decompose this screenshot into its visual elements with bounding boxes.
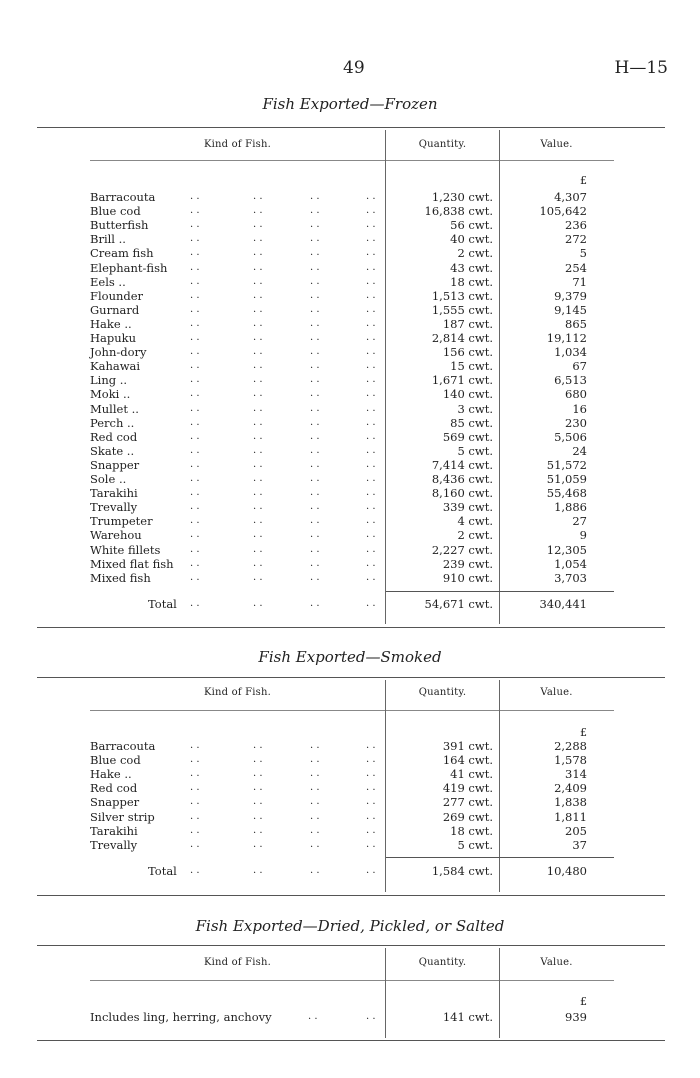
dried-divider-1 — [385, 948, 386, 1038]
quantity-cell: 419 cwt. — [442, 781, 493, 796]
smoked-col-quantity: Quantity. — [418, 687, 467, 698]
smoked-total-rule — [386, 857, 614, 858]
table-row: Perch .. . . . . . . . . 85 cwt. 230 — [90, 415, 587, 430]
table-row: Hake .. . . . . . . . . 41 cwt. 314 — [90, 767, 587, 782]
frozen-currency-symbol: £ — [580, 174, 587, 187]
quantity-cell: 8,436 cwt. — [431, 472, 493, 486]
smoked-col-kind: Kind of Fish. — [203, 687, 272, 698]
frozen-total-label: Total — [148, 597, 177, 611]
value-cell: 1,034 — [554, 345, 587, 360]
frozen-header-rule — [90, 160, 614, 161]
quantity-cell: 43 cwt. — [450, 260, 493, 275]
quantity-cell: 40 cwt. — [450, 232, 493, 247]
quantity-cell: 164 cwt. — [442, 753, 493, 768]
fish-name: Red cod — [90, 429, 138, 444]
frozen-top-rule — [37, 127, 665, 128]
document-reference: H—15 — [614, 58, 668, 78]
quantity-cell: 269 cwt. — [442, 809, 493, 824]
quantity-cell: 277 cwt. — [442, 795, 493, 810]
table-row: Mixed flat fish . . . . . . . . 239 cwt. 1,054 — [90, 556, 587, 571]
smoked-total-quantity: 1,584 cwt. — [431, 864, 493, 878]
table-row: Trevally . . . . . . . . 339 cwt. 1,886 — [90, 500, 587, 515]
quantity-cell: 4 cwt. — [457, 514, 493, 529]
fish-name: Ling .. — [90, 373, 128, 388]
fish-name: Blue cod — [90, 753, 141, 768]
quantity-cell: 391 cwt. — [442, 739, 493, 753]
fish-name: Trevally — [90, 837, 138, 852]
table-row: Flounder . . . . . . . . 1,513 cwt. 9,379 — [90, 288, 587, 303]
table-row: Cream fish . . . . . . . . 2 cwt. 5 — [90, 246, 587, 261]
table-row: Blue cod . . . . . . . . 164 cwt. 1,578 — [90, 753, 587, 768]
value-cell: 19,112 — [546, 331, 587, 345]
value-cell: 272 — [565, 232, 587, 247]
fish-name: Kahawai — [90, 359, 141, 374]
page-number: 49 — [343, 58, 365, 78]
table-row: Ling .. . . . . . . . . 1,671 cwt. 6,513 — [90, 373, 587, 388]
quantity-cell: 239 cwt. — [442, 556, 493, 571]
fish-name: Barracouta — [90, 739, 156, 753]
value-cell: 9,145 — [554, 302, 587, 317]
dried-row: Includes ling, herring, anchovy . . . . 141 cwt. 939 — [90, 1010, 587, 1024]
quantity-cell: 1,671 cwt. — [431, 373, 493, 388]
value-cell: 51,572 — [546, 457, 587, 472]
frozen-total-value: 340,441 — [539, 597, 587, 611]
quantity-cell: 18 cwt. — [450, 274, 493, 289]
quantity-cell: 18 cwt. — [450, 823, 493, 838]
fish-name: Warehou — [90, 528, 142, 543]
quantity-cell: 910 cwt. — [442, 570, 493, 585]
table-row: Mixed fish . . . . . . . . 910 cwt. 3,703 — [90, 570, 587, 585]
quantity-cell: 1,230 cwt. — [431, 190, 493, 204]
quantity-cell: 56 cwt. — [450, 218, 493, 233]
smoked-col-value: Value. — [540, 687, 573, 698]
quantity-cell: 15 cwt. — [450, 359, 493, 374]
fish-name: Hake .. — [90, 767, 132, 782]
table-row: Sole .. . . . . . . . . 8,436 cwt. 51,059 — [90, 472, 587, 486]
fish-name: John-dory — [90, 345, 147, 360]
table-row: Elephant-fish . . . . . . . . 43 cwt. 254 — [90, 260, 587, 275]
table-row: Moki .. . . . . . . . . 140 cwt. 680 — [90, 387, 587, 402]
fish-name: Flounder — [90, 288, 144, 303]
value-cell: 16 — [572, 401, 587, 416]
quantity-cell: 41 cwt. — [450, 767, 493, 782]
value-cell: 314 — [565, 767, 587, 782]
smoked-bottom-rule — [37, 895, 665, 896]
quantity-cell: 156 cwt. — [442, 345, 493, 360]
value-cell: 236 — [565, 218, 587, 233]
table-row: Tarakihi . . . . . . . . 8,160 cwt. 55,468 — [90, 486, 587, 501]
value-cell: 67 — [572, 359, 587, 374]
smoked-total-row: Total . . . . . . . . 1,584 cwt. 10,480 — [148, 864, 587, 878]
smoked-top-rule — [37, 677, 665, 678]
value-cell: 1,838 — [554, 795, 587, 810]
fish-name: Mullet .. — [90, 401, 139, 416]
table-row: Snapper . . . . . . . . 7,414 cwt. 51,572 — [90, 457, 587, 472]
quantity-cell: 569 cwt. — [442, 429, 493, 444]
table-row: Barracouta . . . . . . . . 1,230 cwt. 4,307 — [90, 190, 587, 204]
value-cell: 9 — [579, 528, 587, 543]
value-cell: 1,811 — [554, 809, 587, 824]
value-cell: 1,578 — [554, 753, 587, 768]
quantity-cell: 85 cwt. — [450, 415, 493, 430]
table-row: Trevally . . . . . . . . 5 cwt. 37 — [90, 837, 587, 852]
fish-name: White fillets — [90, 542, 161, 557]
value-cell: 71 — [572, 274, 587, 289]
value-cell: 254 — [565, 260, 587, 275]
dried-divider-2 — [499, 948, 500, 1038]
fish-name: Hapuku — [90, 331, 137, 345]
dried-row-name: Includes ling, herring, anchovy — [90, 1010, 272, 1024]
dried-table-title: Fish Exported—Dried, Pickled, or Salted — [195, 917, 505, 935]
dried-row-quantity: 141 cwt. — [442, 1010, 493, 1024]
frozen-table-title: Fish Exported—Frozen — [262, 95, 438, 113]
value-cell: 1,886 — [554, 500, 587, 515]
quantity-cell: 2,227 cwt. — [431, 542, 493, 557]
table-row: White fillets . . . . . . . . 2,227 cwt. 12,305 — [90, 542, 587, 557]
value-cell: 51,059 — [546, 472, 587, 486]
value-cell: 6,513 — [554, 373, 587, 388]
quantity-cell: 16,838 cwt. — [424, 204, 493, 219]
smoked-table-title: Fish Exported—Smoked — [258, 648, 442, 666]
dried-col-quantity: Quantity. — [418, 957, 467, 968]
table-row: Silver strip . . . . . . . . 269 cwt. 1,811 — [90, 809, 587, 824]
fish-name: Perch .. — [90, 415, 135, 430]
quantity-cell: 1,513 cwt. — [431, 288, 493, 303]
value-cell: 9,379 — [554, 288, 587, 303]
value-cell: 230 — [565, 415, 587, 430]
frozen-col-quantity: Quantity. — [418, 139, 467, 150]
quantity-cell: 140 cwt. — [442, 387, 493, 402]
frozen-total-quantity: 54,671 cwt. — [424, 597, 493, 611]
table-row: Red cod . . . . . . . . 419 cwt. 2,409 — [90, 781, 587, 796]
value-cell: 3,703 — [554, 570, 587, 585]
frozen-total-row: Total . . . . . . . . 54,671 cwt. 340,441 — [148, 597, 587, 611]
table-row: Hapuku . . . . . . . . 2,814 cwt. 19,112 — [90, 331, 587, 345]
fish-name: Cream fish — [90, 246, 154, 261]
fish-name: Trevally — [90, 500, 138, 515]
value-cell: 24 — [572, 443, 587, 458]
dried-top-rule — [37, 945, 665, 946]
table-row: Skate .. . . . . . . . . 5 cwt. 24 — [90, 443, 587, 458]
table-row: Warehou . . . . . . . . 2 cwt. 9 — [90, 528, 587, 543]
value-cell: 205 — [565, 823, 587, 838]
dried-row-value: 939 — [565, 1010, 587, 1024]
quantity-cell: 5 cwt. — [457, 443, 493, 458]
fish-name: Eels .. — [90, 274, 126, 289]
value-cell: 27 — [572, 514, 587, 529]
value-cell: 680 — [565, 387, 587, 402]
table-row: Hake .. . . . . . . . . 187 cwt. 865 — [90, 316, 587, 331]
fish-name: Hake .. — [90, 316, 132, 331]
value-cell: 105,642 — [539, 204, 587, 219]
smoked-total-value: 10,480 — [546, 864, 587, 878]
value-cell: 2,288 — [554, 739, 587, 753]
dried-col-value: Value. — [540, 957, 573, 968]
table-row: Gurnard . . . . . . . . 1,555 cwt. 9,145 — [90, 302, 587, 317]
table-row: Mullet .. . . . . . . . . 3 cwt. 16 — [90, 401, 587, 416]
table-row: Eels .. . . . . . . . . 18 cwt. 71 — [90, 274, 587, 289]
value-cell: 2,409 — [554, 781, 587, 796]
frozen-bottom-rule — [37, 627, 665, 628]
table-row: Blue cod . . . . . . . . 16,838 cwt. 105,642 — [90, 204, 587, 219]
fish-name: Barracouta — [90, 190, 156, 204]
quantity-cell: 7,414 cwt. — [431, 457, 493, 472]
quantity-cell: 5 cwt. — [457, 837, 493, 852]
quantity-cell: 339 cwt. — [442, 500, 493, 515]
dried-currency-symbol: £ — [580, 995, 587, 1008]
smoked-header-rule — [90, 710, 614, 711]
fish-name: Snapper — [90, 457, 140, 472]
dried-header-rule — [90, 980, 614, 981]
fish-name: Moki .. — [90, 387, 131, 402]
quantity-cell: 187 cwt. — [442, 316, 493, 331]
fish-name: Snapper — [90, 795, 140, 810]
value-cell: 865 — [565, 316, 587, 331]
fish-name: Silver strip — [90, 809, 155, 824]
quantity-cell: 2 cwt. — [457, 246, 493, 261]
frozen-col-kind: Kind of Fish. — [203, 139, 272, 150]
frozen-total-rule — [386, 591, 614, 592]
fish-name: Skate .. — [90, 443, 135, 458]
value-cell: 55,468 — [546, 486, 587, 501]
quantity-cell: 2 cwt. — [457, 528, 493, 543]
table-row: Barracouta . . . . . . . . 391 cwt. 2,288 — [90, 739, 587, 753]
fish-name: Gurnard — [90, 302, 140, 317]
fish-name: Tarakihi — [90, 823, 138, 838]
table-row: Trumpeter . . . . . . . . 4 cwt. 27 — [90, 514, 587, 529]
table-row: Kahawai . . . . . . . . 15 cwt. 67 — [90, 359, 587, 374]
table-row: John-dory . . . . . . . . 156 cwt. 1,034 — [90, 345, 587, 360]
quantity-cell: 1,555 cwt. — [431, 302, 493, 317]
value-cell: 4,307 — [554, 190, 587, 204]
value-cell: 5,506 — [554, 429, 587, 444]
fish-name: Sole .. — [90, 472, 127, 486]
frozen-col-value: Value. — [540, 139, 573, 150]
table-row: Snapper . . . . . . . . 277 cwt. 1,838 — [90, 795, 587, 810]
fish-name: Trumpeter — [90, 514, 153, 529]
fish-name: Elephant-fish — [90, 260, 168, 275]
fish-name: Mixed fish — [90, 570, 151, 585]
value-cell: 37 — [572, 837, 587, 852]
fish-name: Blue cod — [90, 204, 141, 219]
value-cell: 12,305 — [546, 542, 587, 557]
table-row: Butterfish . . . . . . . . 56 cwt. 236 — [90, 218, 587, 233]
dried-col-kind: Kind of Fish. — [203, 957, 272, 968]
table-row: Brill .. . . . . . . . . 40 cwt. 272 — [90, 232, 587, 247]
value-cell: 1,054 — [554, 556, 587, 571]
table-row: Tarakihi . . . . . . . . 18 cwt. 205 — [90, 823, 587, 838]
fish-name: Tarakihi — [90, 486, 138, 501]
fish-name: Mixed flat fish — [90, 556, 174, 571]
quantity-cell: 3 cwt. — [457, 401, 493, 416]
fish-name: Red cod — [90, 781, 138, 796]
smoked-total-label: Total — [148, 864, 177, 878]
quantity-cell: 2,814 cwt. — [431, 331, 493, 345]
fish-name: Butterfish — [90, 218, 149, 233]
fish-name: Brill .. — [90, 232, 126, 247]
value-cell: 5 — [579, 246, 587, 261]
smoked-currency-symbol: £ — [580, 726, 587, 739]
quantity-cell: 8,160 cwt. — [431, 486, 493, 501]
dried-bottom-rule — [37, 1040, 665, 1041]
table-row: Red cod . . . . . . . . 569 cwt. 5,506 — [90, 429, 587, 444]
